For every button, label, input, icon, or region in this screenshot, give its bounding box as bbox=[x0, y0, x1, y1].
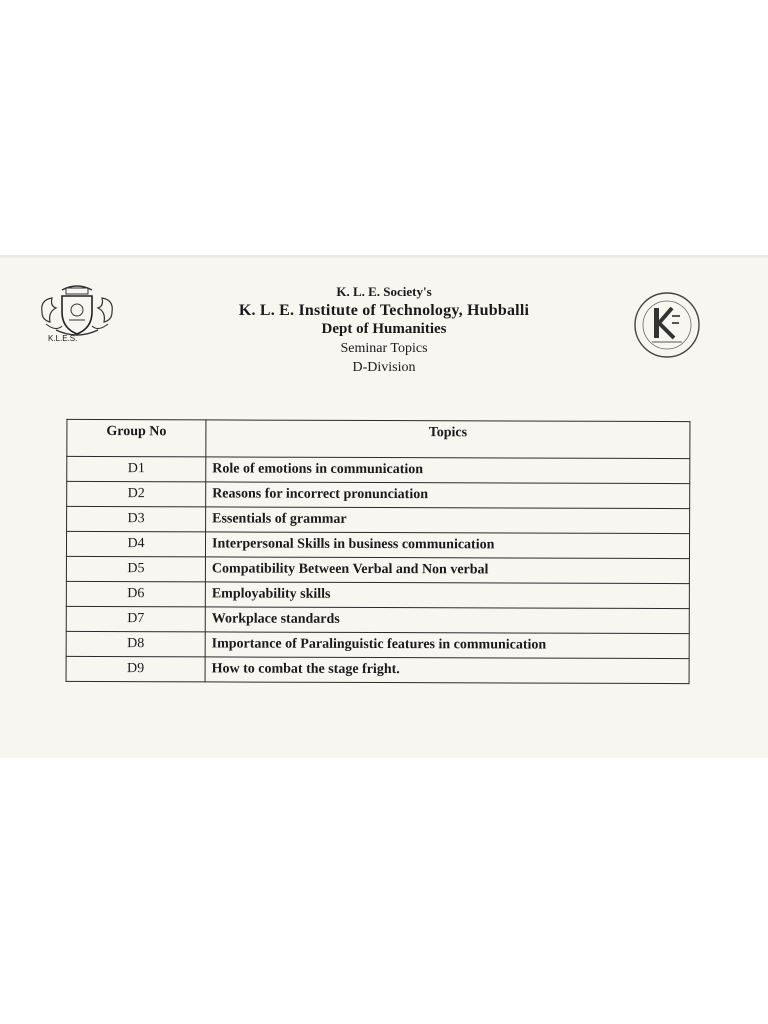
group-cell: D2 bbox=[67, 481, 206, 506]
topic-cell: Workplace standards bbox=[205, 607, 689, 634]
topic-cell: How to combat the stage fright. bbox=[205, 657, 689, 684]
seminar-topics-table bbox=[66, 419, 691, 684]
table-row bbox=[66, 556, 689, 583]
group-cell: D9 bbox=[66, 656, 205, 681]
table-row bbox=[66, 606, 689, 633]
group-cell: D4 bbox=[66, 531, 205, 556]
topic-cell: Employability skills bbox=[205, 582, 689, 609]
topic-cell: Interpersonal Skills in business communication bbox=[205, 532, 689, 559]
table-row bbox=[66, 631, 689, 658]
topic-cell: Compatibility Between Verbal and Non verbal bbox=[205, 557, 689, 584]
group-cell: D5 bbox=[66, 556, 205, 581]
topic-cell: Reasons for incorrect pronunciation bbox=[206, 482, 690, 509]
group-cell: D8 bbox=[66, 631, 205, 656]
document-subject: Seminar Topics bbox=[340, 341, 428, 356]
column-header-group: Group No bbox=[67, 419, 206, 456]
table-row bbox=[67, 456, 690, 483]
table-row bbox=[66, 656, 689, 683]
table-row bbox=[67, 481, 690, 508]
group-cell: D1 bbox=[67, 456, 206, 481]
group-cell: D6 bbox=[66, 581, 205, 606]
institute-name: K. L. E. Institute of Technology, Hubballi bbox=[238, 302, 530, 319]
table-header-row bbox=[67, 419, 690, 458]
group-cell: D3 bbox=[67, 506, 206, 531]
department-name: Dept of Humanities bbox=[321, 321, 447, 337]
division-name: D-Division bbox=[352, 360, 416, 375]
column-header-topics: Topics bbox=[206, 420, 690, 459]
kles-label: K.L.E.S. bbox=[48, 334, 78, 343]
topic-cell: Importance of Paralinguistic features in communication bbox=[205, 632, 689, 659]
table-row bbox=[67, 506, 690, 533]
topic-cell: Role of emotions in communication bbox=[206, 457, 690, 484]
document-header bbox=[0, 282, 768, 377]
table-row bbox=[66, 581, 689, 608]
society-name: K. L. E. Society's bbox=[336, 284, 432, 299]
group-cell: D7 bbox=[66, 606, 205, 631]
topic-cell: Essentials of grammar bbox=[206, 507, 690, 534]
table-row bbox=[66, 531, 689, 558]
